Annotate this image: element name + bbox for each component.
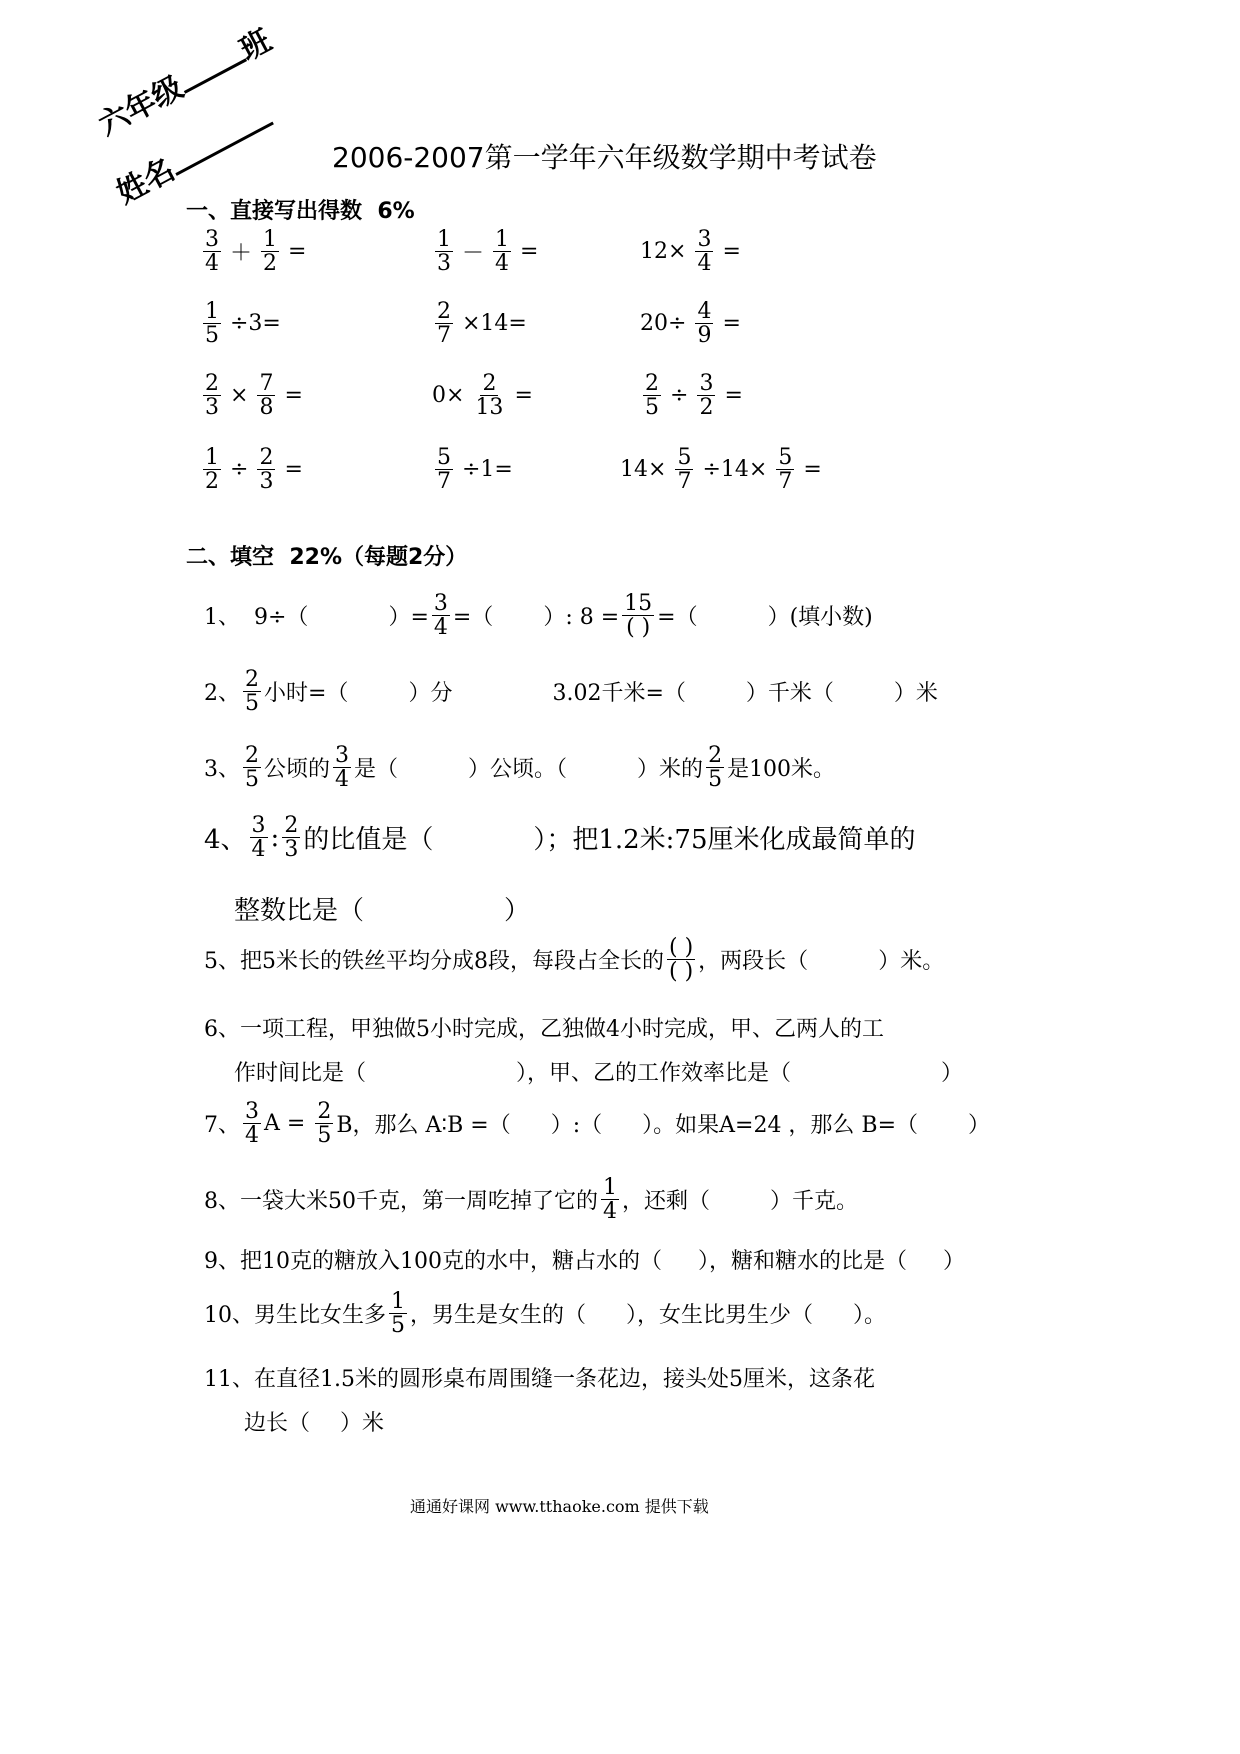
exercise-10 bbox=[200, 446, 303, 493]
fraction: $\frac{2}{5}$ bbox=[245, 667, 259, 717]
question-7: 7、 $\frac{3}{4}$ A = $\frac{2}{5}$ B，那么 A∶B =（ ）:（ ）。如果A=24 ，那么 B=（ ） bbox=[204, 1099, 991, 1149]
fraction: $\frac{3}{4}$ bbox=[335, 743, 350, 793]
name-blank bbox=[175, 122, 274, 176]
exercise-1 bbox=[200, 228, 306, 275]
question-11-line2: 边长（ ）米 bbox=[244, 1411, 385, 1436]
fraction: $\frac{7}{8}$ bbox=[259, 371, 274, 421]
fraction: $\frac{3}{4}$ bbox=[433, 591, 448, 641]
section1-heading: 一、直接写出得数 6% bbox=[186, 199, 415, 224]
fraction: $\frac{2}{5}$ bbox=[645, 371, 659, 421]
question-2: 2、 $\frac{2}{5}$ 小时=（ ）分 3.02千米=（ ）千米（ ）米 bbox=[204, 667, 938, 717]
fraction: $\frac{1}{5}$ bbox=[391, 1289, 406, 1339]
question-4: 4、 $\frac{3}{4}$ : $\frac{2}{3}$ 的比值是（ ）；把1.2米:75厘米化成最简单的 bbox=[204, 813, 916, 863]
question-6-line2: 作时间比是（ ），甲、乙的工作效率比是（ ） bbox=[234, 1061, 964, 1086]
exercise-2 bbox=[432, 228, 538, 275]
class-blank bbox=[184, 58, 247, 94]
expr-text: － bbox=[462, 241, 485, 267]
expr-text: 12× bbox=[640, 239, 687, 265]
fraction: $\frac{2}{5}$ bbox=[317, 1099, 332, 1149]
fraction: $\frac{1}{5}$ bbox=[205, 299, 219, 349]
expr-text: ÷3= bbox=[230, 311, 281, 337]
fraction: $\frac{1}{4}$ bbox=[603, 1175, 617, 1225]
expr-text: ×14= bbox=[462, 311, 527, 337]
expr-text: ÷14× bbox=[702, 457, 768, 483]
fraction: $\frac{4}{9}$ bbox=[697, 299, 712, 349]
exercise-12 bbox=[620, 446, 822, 493]
fraction: $\frac{5}{7}$ bbox=[437, 445, 451, 495]
expr-text: = bbox=[520, 239, 539, 265]
question-4-line2: 整数比是（ ） bbox=[234, 896, 531, 926]
fraction: $\frac{2}{3}$ bbox=[284, 813, 299, 863]
expr-text: ＋ bbox=[230, 241, 253, 267]
fraction: $\frac{1}{3}$ bbox=[437, 227, 451, 277]
section2-heading: 二、填空 22%（每题2分） bbox=[186, 545, 468, 570]
exercise-8 bbox=[432, 372, 533, 419]
fraction: $\frac{( )}{( )}$ bbox=[669, 935, 694, 985]
fraction: $\frac{2}{5}$ bbox=[708, 743, 723, 793]
class-label: 班 bbox=[234, 23, 278, 69]
exercise-5 bbox=[432, 300, 527, 347]
fraction: $\frac{15}{( )}$ bbox=[624, 591, 653, 641]
expr-text: = bbox=[288, 239, 307, 265]
expr-text: 14× bbox=[620, 457, 667, 483]
fraction: $\frac{1}{2}$ bbox=[205, 445, 219, 495]
page-title: 2006-2007第一学年六年级数学期中考试卷 bbox=[332, 141, 877, 174]
expr-text: ÷ bbox=[670, 383, 689, 409]
fraction: $\frac{2}{3}$ bbox=[259, 445, 274, 495]
fraction: $\frac{3}{2}$ bbox=[699, 371, 714, 421]
fraction: $\frac{5}{7}$ bbox=[778, 445, 793, 495]
expr-text: = bbox=[803, 457, 822, 483]
fraction: $\frac{2}{5}$ bbox=[245, 743, 259, 793]
fraction: $\frac{5}{7}$ bbox=[677, 445, 692, 495]
expr-text: ÷ bbox=[230, 457, 249, 483]
fraction: $\frac{2}{7}$ bbox=[437, 299, 451, 349]
expr-text: = bbox=[284, 457, 303, 483]
question-9: 9、 把10克的糖放入100克的水中，糖占水的（ ），糖和糖水的比是（ ） bbox=[204, 1249, 966, 1274]
question-10: 10、 男生比女生多 $\frac{1}{5}$ ，男生是女生的（ ），女生比男生少（ ）。 bbox=[204, 1289, 887, 1339]
footer-credit: 通通好课网 www.tthaoke.com 提供下载 bbox=[410, 1497, 709, 1516]
fraction: $\frac{3}{4}$ bbox=[697, 227, 712, 277]
expr-text: ÷1= bbox=[462, 457, 513, 483]
fraction: $\frac{2}{13}$ bbox=[475, 371, 504, 421]
exercise-4 bbox=[200, 300, 281, 347]
fraction: $\frac{3}{4}$ bbox=[251, 813, 266, 863]
expr-text: 20÷ bbox=[640, 311, 687, 337]
expr-text: = bbox=[722, 239, 741, 265]
question-3: 3、 $\frac{2}{5}$ 公顷的 $\frac{3}{4}$ 是（ ）公顷。（ ）米的 $\frac{2}{5}$ 是100米。 bbox=[204, 743, 836, 793]
fraction: $\frac{3}{4}$ bbox=[245, 1099, 259, 1149]
exercise-6 bbox=[640, 300, 741, 347]
question-11: 11、 在直径1.5米的圆形桌布周围缝一条花边，接头处5厘米，这条花 bbox=[204, 1367, 875, 1392]
fraction: $\frac{2}{3}$ bbox=[205, 371, 219, 421]
expr-text: = bbox=[724, 383, 743, 409]
fraction: $\frac{3}{4}$ bbox=[205, 227, 219, 277]
expr-text: × bbox=[230, 383, 249, 409]
exercise-7 bbox=[200, 372, 303, 419]
question-1: 1、 9÷（ ）= $\frac{3}{4}$ =（ ）: 8 = $\frac{15}{( )}$ =（ ）(填小数) bbox=[204, 591, 873, 641]
question-5: 5、 把5米长的铁丝平均分成8段，每段占全长的 $\frac{( )}{( )}$ ，两段长（ ）米。 bbox=[204, 935, 945, 985]
name-label: 姓名 bbox=[111, 152, 181, 212]
expr-text: = bbox=[722, 311, 741, 337]
expr-text: 0× bbox=[432, 383, 465, 409]
exercise-11 bbox=[432, 446, 513, 493]
expr-text: = bbox=[284, 383, 303, 409]
question-8: 8、 一袋大米50千克，第一周吃掉了它的 $\frac{1}{4}$ ，还剩（ ）千克。 bbox=[204, 1175, 859, 1225]
fraction: $\frac{1}{4}$ bbox=[495, 227, 510, 277]
expr-text: = bbox=[514, 383, 533, 409]
question-6: 6、 一项工程，甲独做5小时完成，乙独做4小时完成，甲、乙两人的工 bbox=[204, 1017, 884, 1042]
fraction: $\frac{1}{2}$ bbox=[263, 227, 278, 277]
exercise-3 bbox=[640, 228, 741, 275]
grade-label: 六年级 bbox=[93, 69, 189, 144]
exercise-9 bbox=[640, 372, 743, 419]
